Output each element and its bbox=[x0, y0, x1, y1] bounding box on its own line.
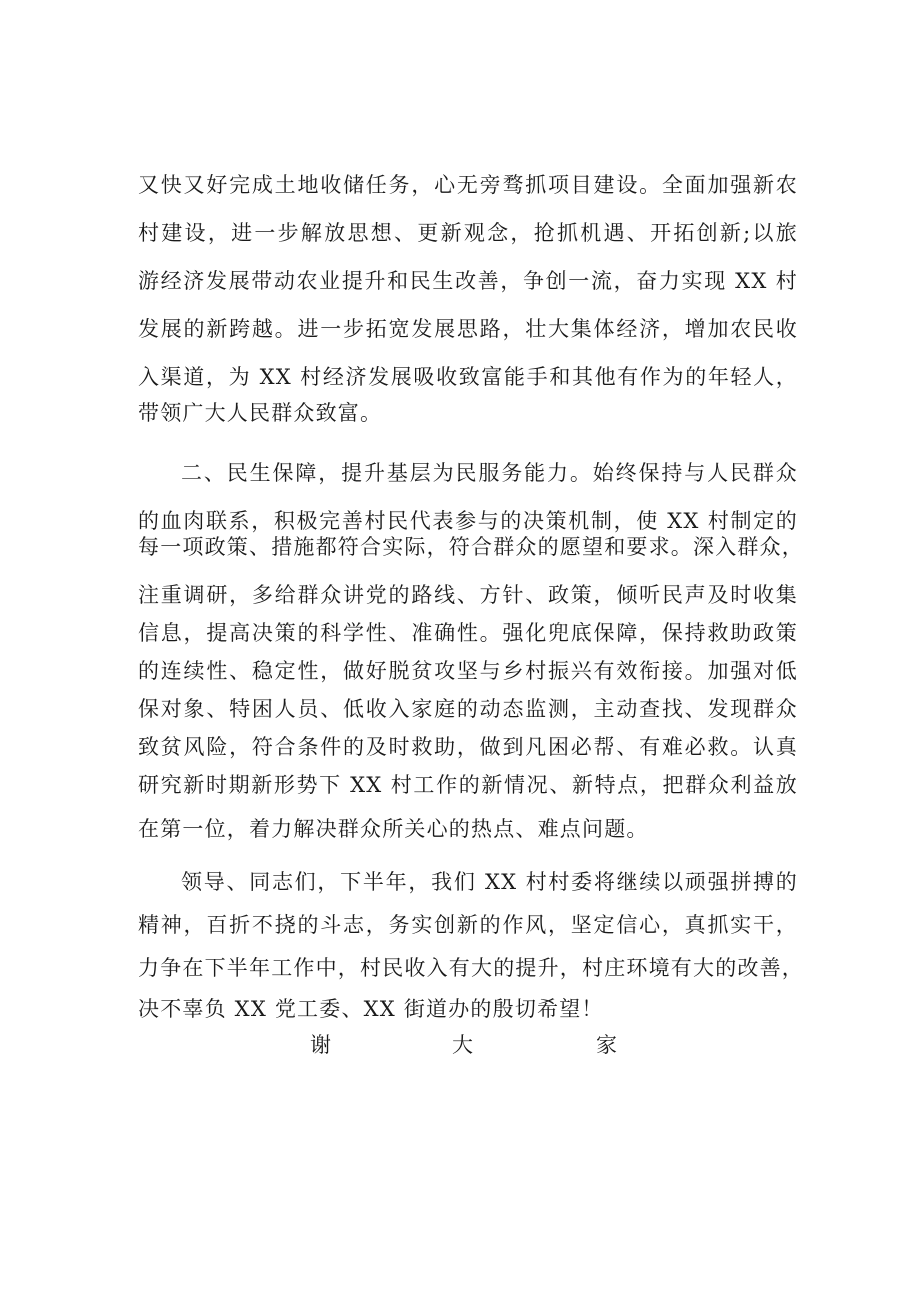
text-line: 精神，百折不挠的斗志，务实创新的作风，坚定信心，真抓实干， bbox=[138, 913, 798, 937]
text-line: 力争在下半年工作中，村民收入有大的提升，村庄环境有大的改善， bbox=[138, 956, 804, 980]
text-line: 保对象、特困人员、低收入家庭的动态监测，主动查找、发现群众 bbox=[138, 697, 798, 721]
text-line: 带领广大人民群众致富。 bbox=[138, 401, 383, 425]
text-line: 每一项政策、措施都符合实际，符合群众的愿望和要求。深入群众， bbox=[138, 535, 804, 559]
text-line: 的血肉联系，积极完善村民代表参与的决策机制，使 XX 村制定的 bbox=[138, 509, 798, 533]
text-line: 入渠道，为 XX 村经济发展吸收致富能手和其他有作为的年轻人， bbox=[138, 365, 798, 389]
text-line: 游经济发展带动农业提升和民生改善，争创一流，奋力实现 XX 村 bbox=[138, 269, 798, 293]
text-line: 决不辜负 XX 党工委、XX 街道办的殷切希望！ bbox=[138, 997, 604, 1021]
text-line: 发展的新跨越。进一步拓宽发展思路，壮大集体经济，增加农民收 bbox=[138, 317, 798, 341]
text-line: 领导、同志们，下半年，我们 XX 村村委将继续以顽强拼搏的 bbox=[181, 870, 798, 894]
closing-char: 家 bbox=[596, 1033, 617, 1057]
text-line: 信息，提高决策的科学性、准确性。强化兜底保障，保持救助政策 bbox=[138, 621, 798, 645]
text-line: 致贫风险，符合条件的及时救助，做到凡困必帮、有难必救。认真 bbox=[138, 735, 798, 759]
text-line: 二、民生保障，提升基层为民服务能力。始终保持与人民群众 bbox=[181, 461, 798, 485]
text-line: 又快又好完成土地收储任务，心无旁骛抓项目建设。全面加强新农 bbox=[138, 173, 798, 197]
closing-char: 大 bbox=[452, 1033, 473, 1057]
text-line: 的连续性、稳定性，做好脱贫攻坚与乡村振兴有效衔接。加强对低 bbox=[138, 659, 798, 683]
closing-char: 谢 bbox=[310, 1033, 331, 1057]
text-line: 在第一位，着力解决群众所关心的热点、难点问题。 bbox=[138, 817, 649, 841]
text-line: 村建设，进一步解放思想、更新观念，抢抓机遇、开拓创新;以旅 bbox=[138, 221, 798, 245]
text-line: 研究新时期新形势下 XX 村工作的新情况、新特点，把群众利益放 bbox=[138, 773, 798, 797]
text-line: 注重调研，多给群众讲党的路线、方针、政策，倾听民声及时收集 bbox=[138, 583, 798, 607]
